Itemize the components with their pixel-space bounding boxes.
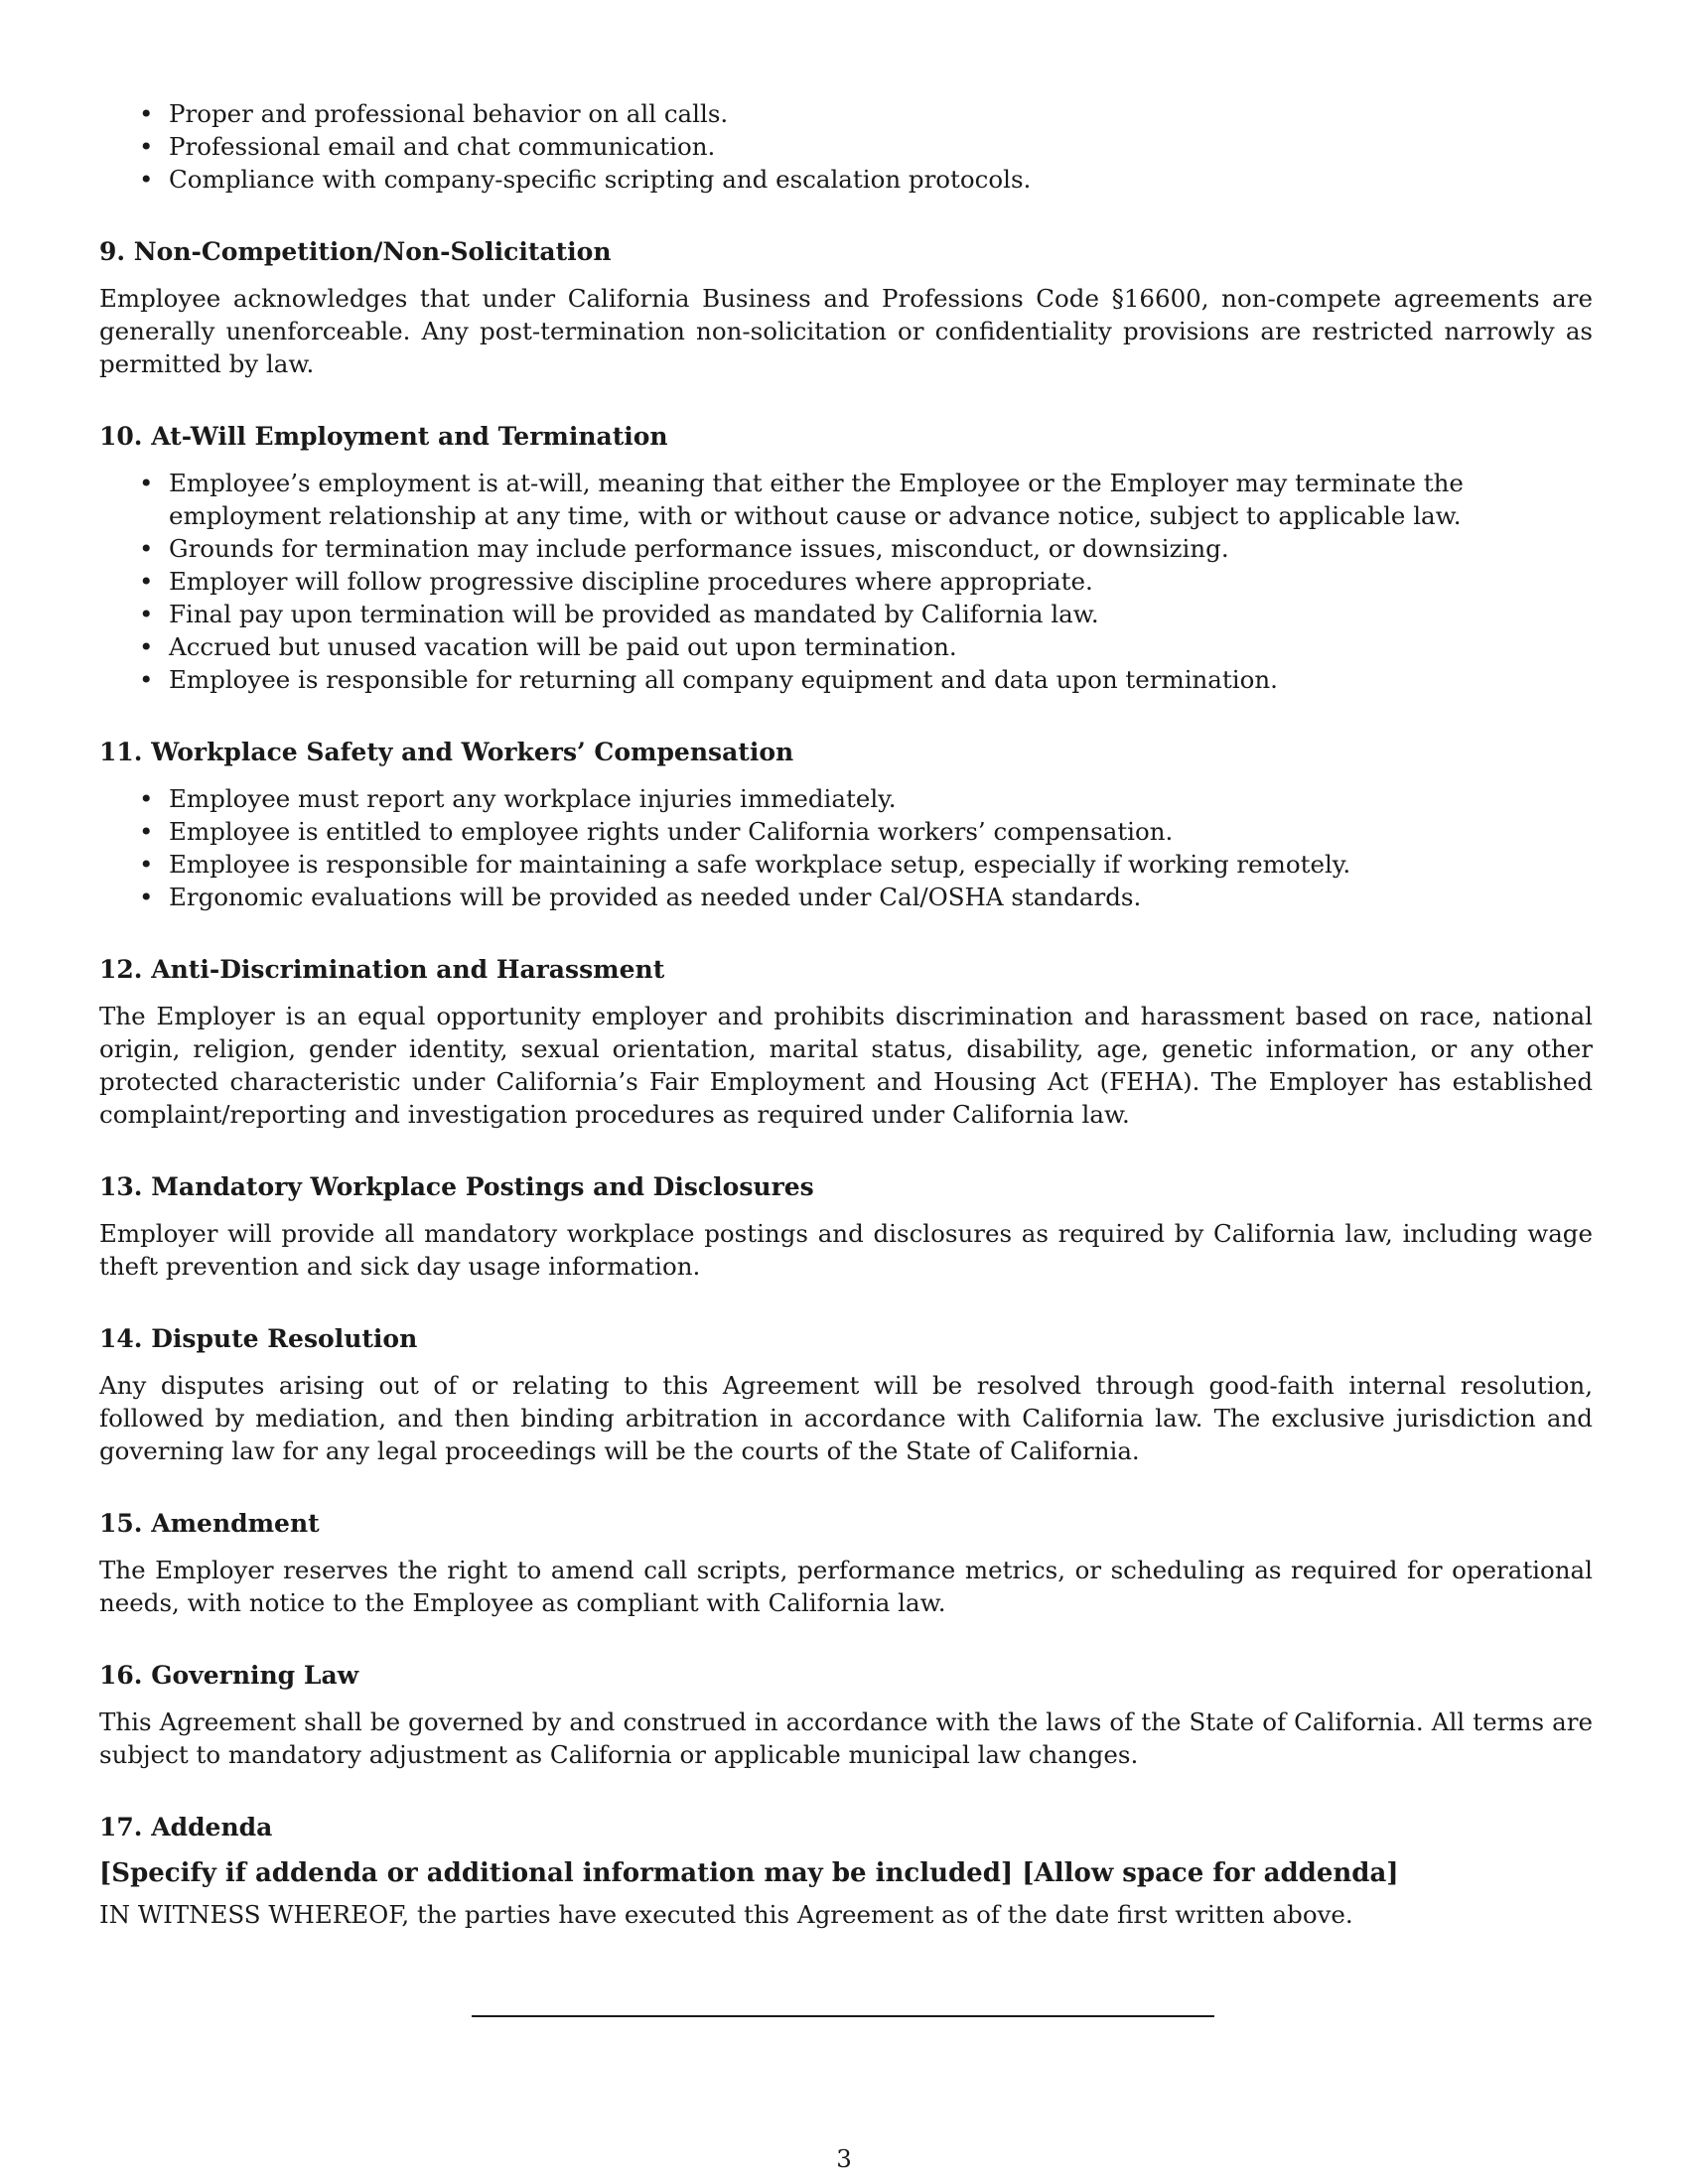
section-heading-dispute-resolution: 14. Dispute Resolution [99,1324,418,1353]
document-body [99,97,1593,1931]
section-heading-addenda: 17. Addenda [99,1813,273,1842]
section-body-dispute-resolution: Any disputes arising out of or relating to this Agreement will be resolved through good-faith internal resolution, followed by mediation, and then binding arbitration in accordance with California law. The exclusive jurisdiction and governing law for any legal proceedings will be the courts of the State of California. [99,1371,1593,1465]
list-item: • Employee is responsible for returning all company equipment and data upon termination. [99,663,1593,696]
section-heading-at-will-employment: 10. At-Will Employment and Termination [99,422,668,451]
signature-line [472,2015,1214,2017]
list-item: • Professional email and chat communication. [99,130,1593,163]
list-item: • Employer will follow progressive discipline procedures where appropriate. [99,565,1593,598]
witness-statement: IN WITNESS WHEREOF, the parties have executed this Agreement as of the date first written above. [99,1900,1353,1929]
list-item: • Compliance with company-specific scripting and escalation protocols. [99,163,1593,196]
list-item: • Employee must report any workplace injuries immediately. [99,782,1593,815]
list-item: • Ergonomic evaluations will be provided as needed under Cal/OSHA standards. [99,881,1593,913]
section-body-governing-law: This Agreement shall be governed by and construed in accordance with the laws of the State of California. All terms are subject to mandatory adjustment as California or applicable municipal law changes. [99,1707,1593,1769]
at-will-bullet-list [99,467,1593,696]
list-item: • Employee’s employment is at-will, meaning that either the Employee or the Employer may terminate the employment relationship at any time, with or without cause or advance notice, subject to applicable law. [99,467,1593,532]
section-body-amendment: The Employer reserves the right to amend call scripts, performance metrics, or scheduling as required for operational needs, with notice to the Employee as compliant with California law. [99,1556,1593,1617]
section-heading-non-competition: 9. Non-Competition/Non-Solicitation [99,237,612,266]
list-item: • Employee is entitled to employee rights under California workers’ compensation. [99,815,1593,848]
section-body-workplace-postings: Employer will provide all mandatory workplace postings and disclosures as required by California law, including wage theft prevention and sick day usage information. [99,1219,1593,1281]
section-heading-workplace-postings: 13. Mandatory Workplace Postings and Disclosures [99,1172,814,1201]
list-item: • Final pay upon termination will be provided as mandated by California law. [99,598,1593,630]
workplace-safety-bullet-list [99,782,1593,913]
page-number: 3 [836,2144,852,2173]
section-heading-anti-discrimination: 12. Anti-Discrimination and Harassment [99,955,665,984]
section-heading-governing-law: 16. Governing Law [99,1661,359,1690]
section-body-non-competition: Employee acknowledges that under California Business and Professions Code §16600, non-compete agreements are generally unenforceable. Any post-termination non-solicitation or confidentiality provisions are restricted narrowly as permitted by law. [99,284,1593,378]
list-item: • Employee is responsible for maintaining a safe workplace setup, especially if working remotely. [99,848,1593,881]
section-body-anti-discrimination: The Employer is an equal opportunity employer and prohibits discrimination and harassment based on race, national origin, religion, gender identity, sexual orientation, marital status, disability, age, genetic information, or any other protected characteristic under California’s Fair Employment and Housing Act (FEHA). The Employer has established complaint/reporting and investigation procedures as required under California law. [99,1002,1593,1129]
section-heading-workplace-safety: 11. Workplace Safety and Workers’ Compensation [99,738,794,766]
section-heading-amendment: 15. Amendment [99,1509,320,1538]
list-item: • Proper and professional behavior on all calls. [99,97,1593,130]
conduct-bullet-list [99,97,1593,196]
list-item: • Grounds for termination may include performance issues, misconduct, or downsizing. [99,532,1593,565]
addenda-placeholder-note: [Specify if addenda or additional information may be included] [Allow space for addenda] [99,1858,1399,1888]
list-item: • Accrued but unused vacation will be paid out upon termination. [99,630,1593,663]
